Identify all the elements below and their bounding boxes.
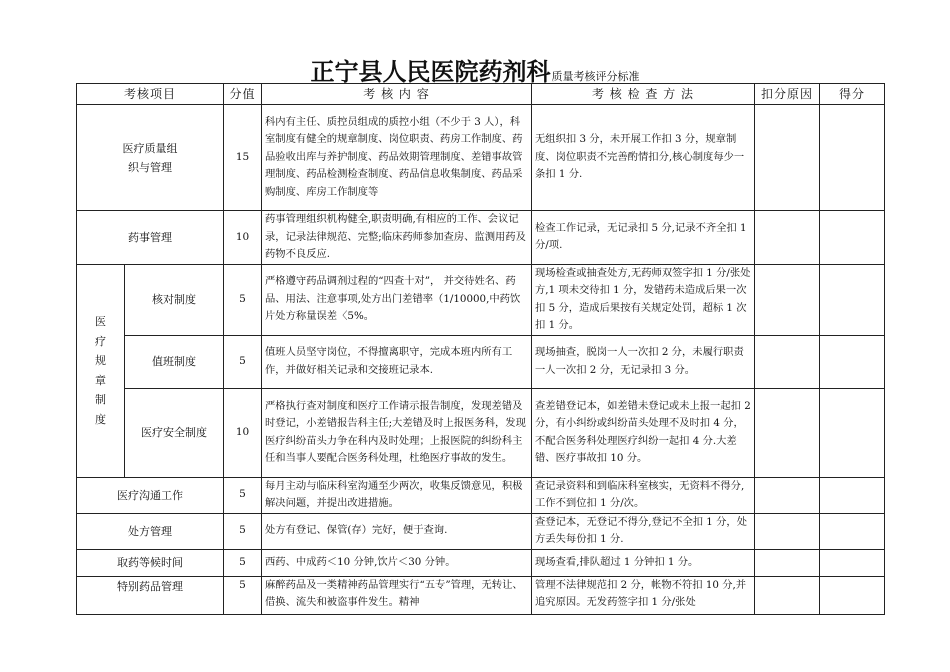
row-method: 查记录资料和到临床科室核实，无资料不得分,工作不到位扣 1 分/次。 <box>532 477 755 513</box>
table-row <box>77 477 885 513</box>
final-score-cell <box>820 388 885 477</box>
deduction-reason-cell <box>755 549 820 576</box>
row-content: 值班人员坚守岗位，不得擅离职守，完成本班内所有工作，并做好相关记录和交接班记录本. <box>262 335 532 388</box>
row-item: 特别药品管理 <box>77 576 224 614</box>
table-row <box>77 335 885 388</box>
row-score: 10 <box>224 388 262 477</box>
row-score: 5 <box>224 477 262 513</box>
row-item: 核对制度 <box>125 264 224 335</box>
table-row <box>77 211 885 265</box>
row-content: 处方有登记、保管(存）完好，便于查询. <box>262 513 532 549</box>
row-item: 值班制度 <box>125 335 224 388</box>
header-content: 考 核 内 容 <box>262 84 532 105</box>
row-item-line: 医疗质量组 织与管理 <box>122 141 178 174</box>
table-row <box>77 388 885 477</box>
row-score: 5 <box>224 549 262 576</box>
header-score: 分值 <box>224 84 262 105</box>
group-label-char: 章 <box>95 373 106 387</box>
deduction-reason-cell <box>755 211 820 265</box>
deduction-reason-cell <box>755 513 820 549</box>
row-item: 处方管理 <box>77 513 224 549</box>
row-item: 取药等候时间 <box>77 549 224 576</box>
header-row <box>77 84 885 105</box>
final-score-cell <box>820 105 885 211</box>
header-final-score: 得分 <box>820 84 885 105</box>
deduction-reason-cell <box>755 264 820 335</box>
deduction-reason-cell <box>755 477 820 513</box>
header-method: 考 核 检 查 方 法 <box>532 84 755 105</box>
row-content: 西药、中成药＜10 分钟,饮片＜30 分钟。 <box>262 549 532 576</box>
final-score-cell <box>820 576 885 614</box>
final-score-cell <box>820 549 885 576</box>
row-score: 15 <box>224 105 262 211</box>
group-label-char: 医 <box>95 315 106 328</box>
deduction-reason-cell <box>755 105 820 211</box>
row-score: 10 <box>224 211 262 265</box>
table-row <box>77 549 885 576</box>
final-score-cell <box>820 335 885 388</box>
row-content: 严格遵守药品调剂过程的“四查十对”， 并交待姓名、药品、用法、注意事项,处方出门差错率（1/10000,中药饮片处方称量误差〈5%。 <box>262 264 532 335</box>
row-method: 检查工作记录，无记录扣 5 分,记录不齐全扣 1 分/项. <box>532 211 755 265</box>
row-score: 5 <box>224 513 262 549</box>
group-label-medical-rules <box>77 264 125 477</box>
row-item: 医疗安全制度 <box>125 388 224 477</box>
row-content: 麻醉药品及一类精神药品管理实行“五专”管理，无转让、借换、流失和被盗事件发生。精神 <box>262 576 532 614</box>
row-item <box>77 105 224 211</box>
row-method: 无组织扣 3 分，未开展工作扣 3 分，规章制度、岗位职责不完善酌情扣分,核心制度每少一条扣 1 分. <box>532 105 755 211</box>
title-main: 正宁县人民医院药剂科 <box>310 58 551 86</box>
row-method: 查登记本，无登记不得分,登记不全扣 1 分，处方丢失每份扣 1 分. <box>532 513 755 549</box>
document-title <box>0 52 950 87</box>
group-label-char: 制 <box>95 393 106 406</box>
table-row <box>77 105 885 211</box>
deduction-reason-cell <box>755 335 820 388</box>
row-content: 科内有主任、质控员组成的质控小组（不少于 3 人），科室制度有健全的规章制度、岗位职责、药房工作制度、药品验收出库与养护制度、药品效期管理制度、差错事故管理制度、药品检测检查制度、药品信息收集制度、药品采购制度、库房工作制度等 <box>262 105 532 211</box>
group-label-char: 度 <box>95 412 106 426</box>
row-method: 管理不法律规范扣 2 分，帐物不符扣 10 分,并追究原因。无发药签字扣 1 分/张处 <box>532 576 755 614</box>
deduction-reason-cell <box>755 576 820 614</box>
row-content: 药事管理组织机构健全,职责明确,有相应的工作、会议记录，记录法律规范、完整;临床药师参加查房、监测用药及药物不良反应. <box>262 211 532 265</box>
row-score: 5 <box>224 576 262 614</box>
group-label-char: 规 <box>95 354 106 367</box>
row-item: 药事管理 <box>77 211 224 265</box>
row-method: 查差错登记本，如差错未登记或未上报一起扣 2 分，有小纠纷或纠纷苗头处理不及时扣 4 分，不配合医务科处理医疗纠纷一起扣 4 分.大差错、医疗事故扣 10 分。 <box>532 388 755 477</box>
header-deduction-reason: 扣分原因 <box>755 84 820 105</box>
title-sub: 质量考核评分标准 <box>551 70 640 83</box>
final-score-cell <box>820 513 885 549</box>
row-score: 5 <box>224 264 262 335</box>
final-score-cell <box>820 211 885 265</box>
scoring-table <box>76 83 885 615</box>
table-row <box>77 513 885 549</box>
deduction-reason-cell <box>755 388 820 477</box>
table-row <box>77 264 885 335</box>
row-content: 严格执行查对制度和医疗工作请示报告制度，发现差错及时登记，小差错报告科主任;大差错及时上报医务科，发现医疗纠纷苗头力争在科内及时处理；上报医院的纠纷科主任和当事人要配合医务科处理，杜绝医疗事故的发生。 <box>262 388 532 477</box>
row-method: 现场检查或抽查处方,无药师双签字扣 1 分/张处方,1 项未交待扣 1 分，发错药未造成后果一次扣 5 分，造成后果按有关规定处罚，超标 1 次扣 1 分。 <box>532 264 755 335</box>
row-item: 医疗沟通工作 <box>77 477 224 513</box>
final-score-cell <box>820 477 885 513</box>
row-content: 每月主动与临床科室沟通至少两次，收集反馈意见，积极解决问题，并提出改进措施。 <box>262 477 532 513</box>
row-method: 现场查看,排队超过 1 分钟扣 1 分。 <box>532 549 755 576</box>
group-label-char: 疗 <box>95 334 106 348</box>
row-method: 现场抽查，脱岗一人一次扣 2 分，未履行职责一人一次扣 2 分，无记录扣 3 分。 <box>532 335 755 388</box>
header-item: 考核项目 <box>77 84 224 105</box>
row-score: 5 <box>224 335 262 388</box>
final-score-cell <box>820 264 885 335</box>
table-row <box>77 576 885 614</box>
